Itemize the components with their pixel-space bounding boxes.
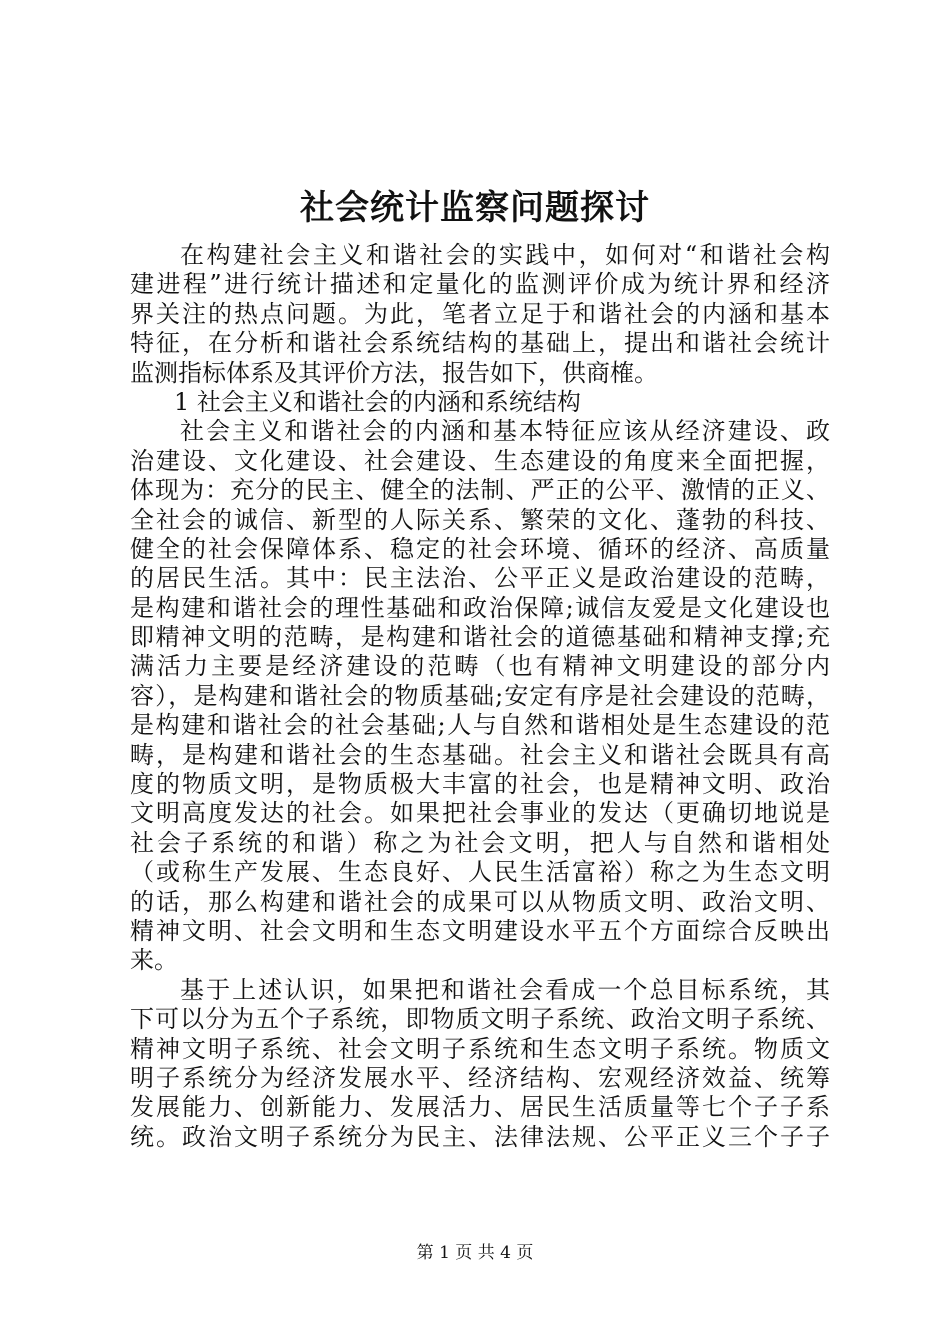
text-line: 在构建社会主义和谐社会的实践中，如何对“和谐社会构	[180, 241, 830, 269]
page-footer: 第 1 页 共 4 页	[416, 1243, 534, 1263]
text-line: 全社会的诚信、新型的人际关系、繁荣的文化、蓬勃的科技、	[130, 505, 830, 534]
text-line: 基于上述认识，如果把和谐社会看成一个总目标系统，其	[180, 975, 830, 1004]
text-line: 满活力主要是经济建设的范畴（也有精神文明建设的部分内	[130, 652, 830, 681]
text-line: 度的物质文明，是物质极大丰富的社会，也是精神文明、政治	[130, 770, 830, 799]
document-title: 社会统计监察问题探讨	[300, 188, 650, 228]
text-line: 精神文明子系统、社会文明子系统和生态文明子系统。物质文	[130, 1034, 830, 1063]
text-line: 即精神文明的范畴，是构建和谐社会的道德基础和精神支撑;充	[130, 623, 830, 652]
text-line: 下可以分为五个子系统，即物质文明子系统、政治文明子系统、	[130, 1005, 830, 1034]
text-line: 建进程”进行统计描述和定量化的监测评价成为统计界和经济	[130, 270, 830, 299]
text-line: 体现为：充分的民主、健全的法制、严正的公平、激情的正义、	[130, 476, 830, 505]
text-line: 是构建和谐社会的理性基础和政治保障;诚信友爱是文化建设也	[130, 593, 830, 622]
text-line: 监测指标体系及其评价方法，报告如下，供商榷。	[130, 358, 658, 387]
text-line: 的居民生活。其中：民主法治、公平正义是政治建设的范畴，	[130, 564, 830, 593]
text-line: 界关注的热点问题。为此，笔者立足于和谐社会的内涵和基本	[130, 299, 830, 328]
text-line: 精神文明、社会文明和生态文明建设水平五个方面综合反映出	[130, 916, 830, 945]
document-body	[130, 241, 830, 1152]
paragraph-subsystems	[130, 976, 830, 1152]
section-heading: 1 社会主义和谐社会的内涵和系统结构	[174, 387, 581, 416]
text-line: 治建设、文化建设、社会建设、生态建设的角度来全面把握，	[130, 446, 830, 475]
paragraph-intro	[130, 241, 830, 388]
text-line: 明子系统分为经济发展水平、经济结构、宏观经济效益、统筹	[130, 1063, 830, 1092]
paragraph-connotation	[130, 417, 830, 975]
text-line: 文明高度发达的社会。如果把社会事业的发达（更确切地说是	[130, 799, 830, 828]
text-line: 社会主义和谐社会的内涵和基本特征应该从经济建设、政	[180, 417, 830, 446]
text-line: 社会子系统的和谐）称之为社会文明，把人与自然和谐相处	[130, 828, 830, 857]
text-line: 是构建和谐社会的社会基础;人与自然和谐相处是生态建设的范	[130, 711, 830, 740]
text-line: 统。政治文明子系统分为民主、法律法规、公平正义三个子子	[130, 1122, 830, 1151]
text-line: 健全的社会保障体系、稳定的社会环境、循环的经济、高质量	[130, 534, 830, 563]
text-line: 发展能力、创新能力、发展活力、居民生活质量等七个子子系	[130, 1093, 830, 1122]
text-line: 的话，那么构建和谐社会的成果可以从物质文明、政治文明、	[130, 887, 830, 916]
text-line: （或称生产发展、生态良好、人民生活富裕）称之为生态文明	[130, 858, 830, 887]
text-line: 容），是构建和谐社会的物质基础;安定有序是社会建设的范畴，	[130, 681, 830, 710]
text-line: 来。	[130, 946, 178, 975]
text-line: 畴，是构建和谐社会的生态基础。社会主义和谐社会既具有高	[130, 740, 830, 769]
text-line: 特征，在分析和谐社会系统结构的基础上，提出和谐社会统计	[130, 329, 830, 358]
